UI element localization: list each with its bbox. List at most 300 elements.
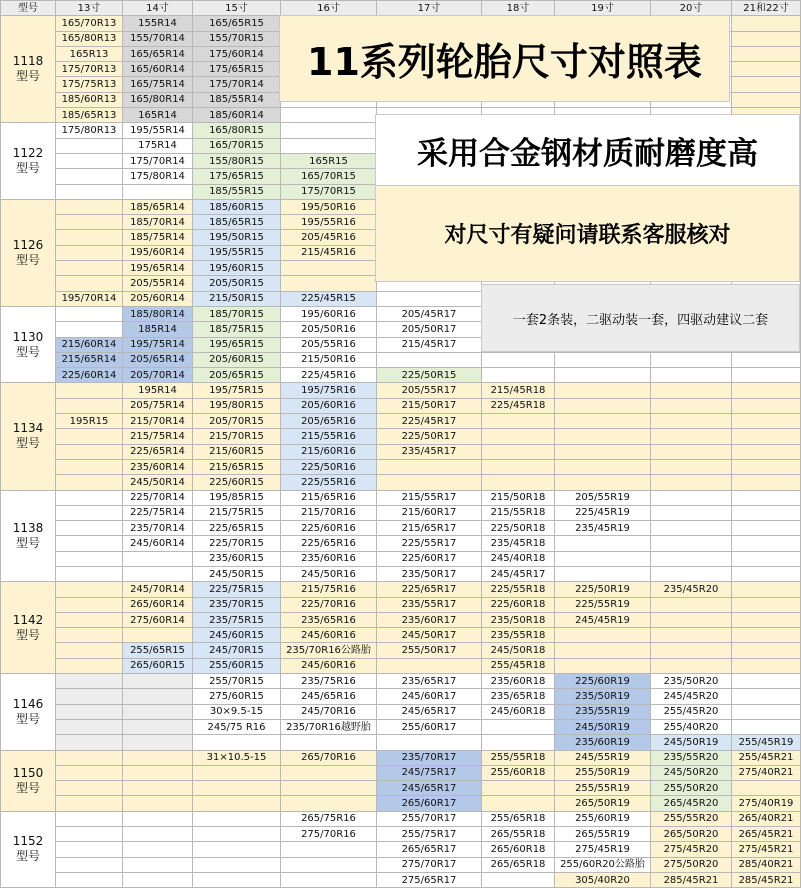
- size-cell: 205/60R15: [193, 352, 281, 367]
- size-cell: 195/80R15: [193, 398, 281, 413]
- size-cell: 215/55R16: [281, 429, 377, 444]
- size-cell: [555, 566, 651, 581]
- size-cell: 205/65R14: [123, 352, 193, 367]
- size-cell: 255/55R19: [555, 781, 651, 796]
- size-cell: 215/75R16: [281, 582, 377, 597]
- size-cell: 195R14: [123, 383, 193, 398]
- size-cell: [56, 566, 123, 581]
- size-cell: 235/55R19: [555, 704, 651, 719]
- size-cell: [123, 781, 193, 796]
- size-cell: 175/70R14: [123, 153, 193, 168]
- size-cell: 275/60R15: [193, 689, 281, 704]
- size-cell: [56, 505, 123, 520]
- size-cell: [732, 566, 801, 581]
- size-cell: 205/60R16: [281, 398, 377, 413]
- size-cell: [555, 459, 651, 474]
- size-cell: 205/70R14: [123, 368, 193, 383]
- size-cell: [56, 551, 123, 566]
- size-cell: [651, 551, 732, 566]
- model-cell: 1118 型号: [1, 16, 56, 123]
- size-cell: [123, 827, 193, 842]
- size-cell: [651, 597, 732, 612]
- size-cell: [651, 536, 732, 551]
- size-cell: 245/50R18: [482, 643, 555, 658]
- table-row: [1, 582, 801, 597]
- table-row: [1, 368, 801, 383]
- size-cell: 225/45R18: [482, 398, 555, 413]
- table-row: [1, 750, 801, 765]
- size-cell: [56, 704, 123, 719]
- size-cell: 245/65R17: [377, 781, 482, 796]
- size-cell: 215/60R15: [193, 444, 281, 459]
- size-cell: 205/55R19: [555, 490, 651, 505]
- size-cell: 225/55R16: [281, 475, 377, 490]
- size-cell: [123, 674, 193, 689]
- header-cell-14: 14寸: [123, 1, 193, 16]
- size-cell: 205/65R16: [281, 414, 377, 429]
- size-cell: 255/50R17: [377, 643, 482, 658]
- size-cell: 275/40R19: [732, 796, 801, 811]
- size-cell: 195R15: [56, 414, 123, 429]
- size-cell: 175/65R15: [193, 169, 281, 184]
- size-cell: 225/45R15: [281, 291, 377, 306]
- size-cell: 175/80R14: [123, 169, 193, 184]
- size-cell: [123, 719, 193, 734]
- size-cell: 225/75R15: [193, 582, 281, 597]
- table-row: [1, 628, 801, 643]
- size-cell: 165/80R14: [123, 92, 193, 107]
- size-cell: 215/45R17: [377, 337, 482, 352]
- size-cell: [56, 796, 123, 811]
- size-cell: [56, 429, 123, 444]
- size-cell: [56, 199, 123, 214]
- size-cell: 225/60R15: [193, 475, 281, 490]
- size-cell: [377, 459, 482, 474]
- size-cell: [193, 765, 281, 780]
- model-cell: 1126 型号: [1, 199, 56, 306]
- size-cell: [56, 245, 123, 260]
- size-cell: [123, 842, 193, 857]
- header-cell-18: 18寸: [482, 1, 555, 16]
- size-cell: [651, 643, 732, 658]
- size-cell: 165/70R15: [193, 138, 281, 153]
- size-cell: 225/55R17: [377, 536, 482, 551]
- table-row: [1, 857, 801, 872]
- size-cell: [732, 582, 801, 597]
- size-cell: [651, 505, 732, 520]
- size-cell: [56, 215, 123, 230]
- size-cell: [377, 658, 482, 673]
- size-cell: 265/70R16: [281, 750, 377, 765]
- size-cell: 185/75R14: [123, 230, 193, 245]
- size-cell: [56, 658, 123, 673]
- table-row: [1, 521, 801, 536]
- size-cell: [732, 475, 801, 490]
- size-cell: 265/65R17: [377, 842, 482, 857]
- size-cell: [732, 597, 801, 612]
- table-row: [1, 414, 801, 429]
- size-cell: 215/55R18: [482, 505, 555, 520]
- size-cell: [123, 750, 193, 765]
- size-cell: 225/60R16: [281, 521, 377, 536]
- size-cell: 245/40R18: [482, 551, 555, 566]
- header-cell-16: 16寸: [281, 1, 377, 16]
- size-cell: 245/50R17: [377, 628, 482, 643]
- promo-banner-contact: 对尺寸有疑问请联系客服核对: [375, 185, 800, 282]
- size-cell: 215/70R15: [193, 429, 281, 444]
- size-cell: [193, 872, 281, 887]
- header-cell-21-22: 21和22寸: [732, 1, 801, 16]
- size-cell: [555, 475, 651, 490]
- promo-banner-material: 采用合金钢材质耐磨度高: [375, 114, 800, 186]
- size-cell: [482, 444, 555, 459]
- size-cell: 245/70R14: [123, 582, 193, 597]
- size-cell: [732, 31, 801, 46]
- size-cell: 195/55R15: [193, 245, 281, 260]
- size-cell: [56, 612, 123, 627]
- size-cell: 225/45R17: [377, 414, 482, 429]
- size-cell: [732, 444, 801, 459]
- size-cell: 235/55R20: [651, 750, 732, 765]
- size-cell: [193, 811, 281, 826]
- size-cell: 195/65R15: [193, 337, 281, 352]
- size-cell: 255/60R18: [482, 765, 555, 780]
- size-cell: [732, 689, 801, 704]
- size-cell: [651, 398, 732, 413]
- size-cell: [56, 444, 123, 459]
- size-cell: [56, 643, 123, 658]
- size-cell: 155R14: [123, 16, 193, 31]
- size-cell: [732, 459, 801, 474]
- size-cell: 195/65R14: [123, 261, 193, 276]
- size-cell: 215/50R18: [482, 490, 555, 505]
- table-row: [1, 566, 801, 581]
- size-cell: 205/45R17: [377, 306, 482, 321]
- header-cell-19: 19寸: [555, 1, 651, 16]
- table-row: [1, 765, 801, 780]
- size-cell: [651, 352, 732, 367]
- size-cell: [732, 643, 801, 658]
- size-cell: 225/65R16: [281, 536, 377, 551]
- table-row: [1, 658, 801, 673]
- size-cell: 275/45R20: [651, 842, 732, 857]
- size-cell: [281, 123, 377, 138]
- size-cell: 185R14: [123, 322, 193, 337]
- model-cell: 1146 型号: [1, 674, 56, 750]
- size-cell: [482, 459, 555, 474]
- size-cell: 275/70R17: [377, 857, 482, 872]
- size-cell: [651, 628, 732, 643]
- size-cell: [651, 658, 732, 673]
- size-cell: 225/60R14: [56, 368, 123, 383]
- purchase-note: 一套2条装，二驱动装一套，四驱动建议二套: [481, 284, 800, 352]
- size-cell: 275/70R16: [281, 827, 377, 842]
- table-row: [1, 872, 801, 887]
- size-cell: 305/40R20: [555, 872, 651, 887]
- size-cell: [732, 16, 801, 31]
- size-cell: [56, 322, 123, 337]
- size-cell: 165/75R14: [123, 77, 193, 92]
- size-cell: 225/60R19: [555, 674, 651, 689]
- size-cell: 245/45R19: [555, 612, 651, 627]
- table-row: [1, 536, 801, 551]
- size-cell: [281, 796, 377, 811]
- size-cell: 235/45R19: [555, 521, 651, 536]
- size-cell: 235/60R16: [281, 551, 377, 566]
- size-cell: 255/50R20: [651, 781, 732, 796]
- size-cell: 275/60R14: [123, 612, 193, 627]
- size-cell: 225/70R16: [281, 597, 377, 612]
- size-cell: 235/45R17: [377, 444, 482, 459]
- size-cell: 245/50R19: [651, 735, 732, 750]
- size-cell: [56, 521, 123, 536]
- size-cell: [193, 735, 281, 750]
- size-cell: 235/50R17: [377, 566, 482, 581]
- size-cell: [123, 628, 193, 643]
- size-cell: [123, 551, 193, 566]
- model-cell: 1122 型号: [1, 123, 56, 199]
- size-cell: 175/70R14: [193, 77, 281, 92]
- size-cell: [281, 842, 377, 857]
- size-cell: [56, 536, 123, 551]
- size-cell: 165/65R14: [123, 46, 193, 61]
- size-cell: 245/50R14: [123, 475, 193, 490]
- size-cell: [732, 46, 801, 61]
- table-row: [1, 811, 801, 826]
- size-cell: [482, 429, 555, 444]
- size-cell: 235/70R16公路胎: [281, 643, 377, 658]
- header-cell-17: 17寸: [377, 1, 482, 16]
- size-cell: 265/60R14: [123, 597, 193, 612]
- size-cell: 185/60R13: [56, 92, 123, 107]
- size-cell: 275/50R20: [651, 857, 732, 872]
- size-cell: [482, 352, 555, 367]
- size-cell: 245/50R20: [651, 765, 732, 780]
- size-cell: 245/60R15: [193, 628, 281, 643]
- size-cell: 225/55R18: [482, 582, 555, 597]
- size-cell: 245/55R19: [555, 750, 651, 765]
- size-cell: [555, 398, 651, 413]
- size-cell: 215/65R15: [193, 459, 281, 474]
- size-cell: [651, 475, 732, 490]
- size-cell: 165/60R14: [123, 62, 193, 77]
- size-cell: [377, 291, 482, 306]
- size-cell: [555, 628, 651, 643]
- size-cell: 225/45R19: [555, 505, 651, 520]
- table-row: [1, 475, 801, 490]
- size-cell: 265/50R19: [555, 796, 651, 811]
- size-cell: 225/75R14: [123, 505, 193, 520]
- size-cell: [555, 368, 651, 383]
- size-cell: 165/70R15: [281, 169, 377, 184]
- size-cell: [56, 735, 123, 750]
- size-cell: [732, 490, 801, 505]
- size-cell: [193, 781, 281, 796]
- size-cell: [123, 796, 193, 811]
- size-cell: 225/50R15: [377, 368, 482, 383]
- size-cell: [56, 674, 123, 689]
- model-cell: 1142 型号: [1, 582, 56, 674]
- size-cell: 205/55R17: [377, 383, 482, 398]
- size-cell: 225/55R19: [555, 597, 651, 612]
- size-cell: [732, 551, 801, 566]
- size-cell: 255/60R20公路胎: [555, 857, 651, 872]
- table-row: [1, 398, 801, 413]
- size-cell: 165R14: [123, 108, 193, 123]
- size-cell: [482, 719, 555, 734]
- size-cell: 275/45R21: [732, 842, 801, 857]
- size-cell: 245/60R17: [377, 689, 482, 704]
- size-cell: 185/75R15: [193, 322, 281, 337]
- size-cell: [732, 704, 801, 719]
- size-cell: 215/60R17: [377, 505, 482, 520]
- size-cell: [56, 261, 123, 276]
- table-row: [1, 842, 801, 857]
- table-row: [1, 796, 801, 811]
- size-cell: [123, 811, 193, 826]
- size-cell: [193, 796, 281, 811]
- size-cell: [651, 444, 732, 459]
- size-cell: 245/60R18: [482, 704, 555, 719]
- size-cell: [56, 765, 123, 780]
- size-cell: [555, 444, 651, 459]
- size-cell: [651, 490, 732, 505]
- size-cell: 275/40R21: [732, 765, 801, 780]
- table-title: 11系列轮胎尺寸对照表: [279, 15, 730, 102]
- size-cell: 285/40R21: [732, 857, 801, 872]
- size-cell: [193, 842, 281, 857]
- size-cell: 205/60R14: [123, 291, 193, 306]
- size-cell: 195/70R14: [56, 291, 123, 306]
- size-cell: 165R15: [281, 153, 377, 168]
- size-cell: 245/75 R16: [193, 719, 281, 734]
- size-cell: [56, 383, 123, 398]
- size-cell: [482, 414, 555, 429]
- size-cell: [56, 628, 123, 643]
- size-cell: 225/50R19: [555, 582, 651, 597]
- size-cell: 265/40R21: [732, 811, 801, 826]
- size-cell: 175/80R13: [56, 123, 123, 138]
- size-cell: 205/65R15: [193, 368, 281, 383]
- size-cell: 215/60R14: [56, 337, 123, 352]
- size-cell: 175/70R13: [56, 62, 123, 77]
- size-cell: 225/60R17: [377, 551, 482, 566]
- size-cell: [56, 398, 123, 413]
- size-cell: [123, 857, 193, 872]
- size-cell: 255/40R20: [651, 719, 732, 734]
- size-cell: 225/45R16: [281, 368, 377, 383]
- size-cell: 185/65R13: [56, 108, 123, 123]
- size-cell: 235/60R14: [123, 459, 193, 474]
- size-cell: 165/80R13: [56, 31, 123, 46]
- size-cell: 215/75R15: [193, 505, 281, 520]
- size-cell: [56, 138, 123, 153]
- size-cell: [482, 735, 555, 750]
- size-cell: 245/50R19: [555, 719, 651, 734]
- size-cell: 265/60R15: [123, 658, 193, 673]
- size-cell: [56, 475, 123, 490]
- size-cell: 245/75R17: [377, 765, 482, 780]
- size-cell: [377, 352, 482, 367]
- size-cell: 265/55R19: [555, 827, 651, 842]
- size-cell: [56, 184, 123, 199]
- table-row: [1, 505, 801, 520]
- size-cell: 265/60R18: [482, 842, 555, 857]
- size-cell: 215/55R17: [377, 490, 482, 505]
- size-cell: 225/70R15: [193, 536, 281, 551]
- table-row: [1, 444, 801, 459]
- size-cell: 225/50R16: [281, 459, 377, 474]
- size-cell: [555, 643, 651, 658]
- size-cell: 245/50R16: [281, 566, 377, 581]
- size-cell: 195/60R15: [193, 261, 281, 276]
- size-cell: 245/60R16: [281, 628, 377, 643]
- size-cell: [281, 261, 377, 276]
- size-cell: 285/45R21: [732, 872, 801, 887]
- table-row: [1, 383, 801, 398]
- size-cell: 185/55R15: [193, 184, 281, 199]
- size-cell: 265/60R17: [377, 796, 482, 811]
- size-cell: 165/70R13: [56, 16, 123, 31]
- size-cell: 175/60R14: [193, 46, 281, 61]
- size-cell: 235/50R18: [482, 612, 555, 627]
- size-cell: 245/70R16: [281, 704, 377, 719]
- size-cell: 255/50R19: [555, 765, 651, 780]
- size-cell: [651, 383, 732, 398]
- size-cell: 255/60R19: [555, 811, 651, 826]
- size-cell: 215/70R16: [281, 505, 377, 520]
- size-cell: 195/60R14: [123, 245, 193, 260]
- size-cell: 235/70R15: [193, 597, 281, 612]
- size-cell: 195/60R16: [281, 306, 377, 321]
- size-cell: [732, 352, 801, 367]
- size-cell: [123, 689, 193, 704]
- size-cell: [732, 429, 801, 444]
- size-cell: [555, 551, 651, 566]
- size-cell: [123, 184, 193, 199]
- size-cell: [56, 597, 123, 612]
- size-cell: [281, 765, 377, 780]
- size-cell: 205/50R16: [281, 322, 377, 337]
- size-cell: 235/70R17: [377, 750, 482, 765]
- size-cell: 195/75R14: [123, 337, 193, 352]
- size-cell: [732, 612, 801, 627]
- size-cell: 31×10.5-15: [193, 750, 281, 765]
- table-row: [1, 459, 801, 474]
- size-cell: 205/50R15: [193, 276, 281, 291]
- size-cell: 245/65R17: [377, 704, 482, 719]
- size-cell: 215/65R16: [281, 490, 377, 505]
- size-cell: 235/45R18: [482, 536, 555, 551]
- size-cell: 175/65R15: [193, 62, 281, 77]
- size-cell: 155/80R15: [193, 153, 281, 168]
- size-cell: 225/65R17: [377, 582, 482, 597]
- model-cell: 1130 型号: [1, 306, 56, 382]
- size-cell: [56, 490, 123, 505]
- table-row: [1, 674, 801, 689]
- size-cell: 275/65R17: [377, 872, 482, 887]
- size-cell: 255/75R17: [377, 827, 482, 842]
- header-cell-13: 13寸: [56, 1, 123, 16]
- size-cell: 235/60R17: [377, 612, 482, 627]
- size-cell: 215/50R15: [193, 291, 281, 306]
- size-cell: [56, 781, 123, 796]
- size-cell: 235/60R19: [555, 735, 651, 750]
- size-cell: 285/45R21: [651, 872, 732, 887]
- size-cell: [56, 750, 123, 765]
- size-cell: [732, 536, 801, 551]
- size-cell: [555, 658, 651, 673]
